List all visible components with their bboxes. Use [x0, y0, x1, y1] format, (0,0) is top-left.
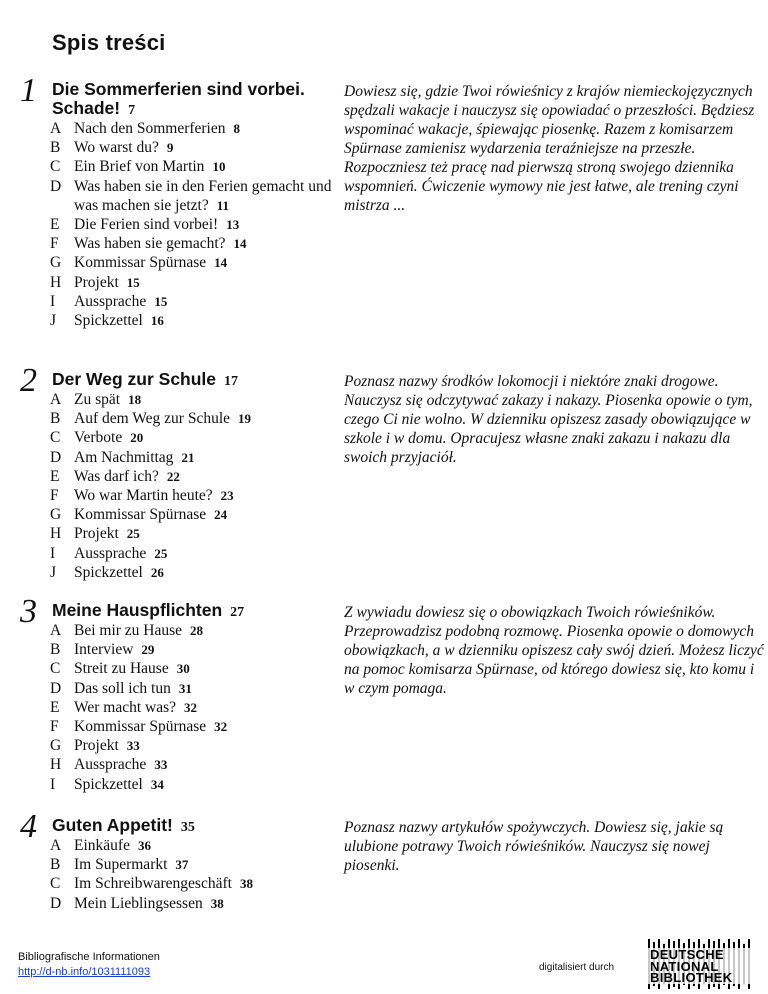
item-text: Auf dem Weg zur Schule — [74, 410, 231, 428]
item-page: 37 — [175, 857, 189, 873]
page-title: Spis treści — [52, 30, 166, 55]
item-text: Kommissar Spürnase — [74, 718, 207, 736]
item-page: 28 — [190, 623, 204, 638]
item-letter: D — [50, 894, 62, 912]
item-text: Einkäufe — [74, 837, 130, 854]
item-text: Spickzettel — [74, 563, 143, 581]
toc-item[interactable] — [50, 698, 350, 717]
item-letter: A — [50, 120, 62, 137]
item-text: Am Nachmittag — [74, 448, 174, 466]
item-page: 31 — [178, 680, 192, 696]
chapter-items — [50, 390, 350, 582]
chapter-1 — [20, 72, 760, 350]
item-page: 33 — [126, 738, 140, 754]
toc-item[interactable] — [50, 855, 350, 874]
item-text: Interview — [74, 641, 134, 659]
item-letter: F — [50, 487, 59, 505]
item-text: Aussprache — [74, 544, 147, 562]
item-text: Im Supermarkt — [74, 856, 168, 874]
dnb-logo-line: DEUTSCHE — [650, 947, 724, 962]
bibliographic-link[interactable]: http://d-nb.info/1031111093 — [18, 966, 151, 978]
item-letter: B — [50, 641, 61, 659]
toc-item[interactable] — [50, 157, 350, 176]
toc-item[interactable] — [50, 119, 350, 138]
toc-item[interactable] — [50, 467, 350, 486]
item-text: Spickzettel — [74, 312, 143, 330]
chapter-page: 17 — [224, 374, 239, 389]
item-page: 30 — [176, 661, 190, 677]
toc-item[interactable] — [50, 717, 350, 736]
item-page: 15 — [126, 274, 140, 290]
chapter-page: 7 — [128, 103, 136, 118]
item-letter: E — [50, 467, 60, 485]
item-text: Projekt — [74, 525, 119, 543]
bibliographic-label: Bibliografische Informationen — [18, 951, 160, 963]
toc-item[interactable] — [50, 894, 350, 913]
chapter-title — [52, 80, 352, 120]
item-text: Aussprache — [74, 756, 147, 774]
toc-item[interactable] — [50, 836, 350, 855]
item-letter: J — [50, 312, 57, 330]
chapter-items — [50, 621, 350, 794]
item-page: 23 — [220, 488, 234, 504]
digitized-by-label: digitalisiert durch — [539, 962, 615, 973]
chapter-3 — [20, 593, 764, 796]
item-letter: J — [50, 563, 57, 581]
item-text: Das soll ich tun — [74, 679, 171, 697]
item-page: 25 — [126, 526, 140, 542]
chapter-number: 3 — [20, 593, 37, 630]
item-page: 11 — [216, 197, 229, 213]
item-page: 13 — [226, 217, 240, 233]
chapter-title-text: Meine Hauspflichten — [52, 600, 223, 620]
chapter-description: Dowiesz się, gdzie Twoi rówieśnicy z krajów niemieckojęzycznych spędzali wakacje i nauczysz się opowiadać o przeszłości. Będziesz wspominać wakacje, śpiewając piosenkę. Razem z komisarzem Spürnase zamienisz wydarzenia teraźniejsze na przeszłe. Rozpoczniesz też pracę nad pierwszą stroną swojego dziennika wspomnień. Ćwiczenie wymowy nie jest łatwe, ale trening czyni mistrza ... — [344, 83, 755, 214]
chapter-items — [50, 119, 350, 330]
item-text: Wo warst du? — [74, 139, 159, 157]
item-text: Kommissar Spürnase — [74, 254, 207, 272]
item-page: 38 — [210, 895, 224, 911]
item-letter: H — [50, 525, 62, 543]
item-text: Projekt — [74, 273, 119, 291]
chapter-title-text: Guten Appetit! — [52, 815, 173, 835]
item-letter: C — [50, 429, 61, 447]
toc-item[interactable] — [50, 755, 350, 774]
toc-item[interactable] — [50, 253, 350, 272]
item-letter: E — [50, 216, 60, 234]
toc-item[interactable] — [50, 544, 350, 563]
item-page: 16 — [150, 313, 164, 329]
dnb-logo-line: NATIONAL — [650, 958, 719, 974]
item-letter: E — [50, 698, 60, 716]
toc-item[interactable] — [50, 775, 350, 794]
item-letter: D — [50, 679, 62, 697]
item-letter: C — [50, 158, 61, 176]
chapter-title-text: Der Weg zur Schule — [52, 369, 217, 389]
item-text: Im Schreibwarengeschäft — [74, 875, 232, 893]
toc-item[interactable] — [50, 505, 350, 524]
item-letter: C — [50, 875, 61, 893]
toc-item[interactable] — [50, 428, 350, 447]
item-text: Die Ferien sind vorbei! — [74, 216, 219, 234]
item-letter: A — [50, 837, 62, 854]
item-page: 26 — [150, 564, 164, 580]
item-letter: B — [50, 856, 61, 874]
chapter-4 — [20, 808, 760, 916]
item-text: Was haben sie gemacht? — [74, 235, 226, 253]
chapter-description: Poznasz nazwy środków lokomocji i niektóre znaki drogowe. Nauczysz się odczytywać zakazy i nakazy. Piosenka opowie o tym, czego Ci nie wolno. W dzienniku opiszesz zasady obowiązujące w szkole i w domu. Opracujesz własne znaki zakazu i nakazu dla swoich przyjaciół. — [344, 373, 753, 466]
chapter-description: Z wywiadu dowiesz się o obowiązkach Twoich rówieśników. Przeprowadzisz podobną rozmowę. Piosenka opowie o domowych obowiązkach, a w dzienniku opiszesz cały swój dzień. Możesz liczyć na pomoc komisarza Spürnase, od którego dowiesz się, kto komu i w czym pomaga. — [344, 604, 764, 697]
dnb-logo — [644, 939, 760, 989]
item-letter: I — [50, 292, 56, 310]
item-text: Wo war Martin heute? — [74, 487, 213, 505]
chapter-description: Poznasz nazwy artykułów spożywczych. Dowiesz się, jakie są ulubione potrawy Twoich rówieśników. Nauczysz się nowej piosenki. — [344, 819, 724, 874]
item-text: Mein Lieblingsessen — [74, 894, 203, 912]
item-text: Spickzettel — [74, 775, 143, 793]
toc-item[interactable] — [50, 138, 350, 157]
item-text: Verbote — [74, 429, 123, 447]
item-letter: D — [50, 177, 62, 195]
item-page: 32 — [214, 719, 228, 735]
chapter-number: 2 — [20, 362, 37, 399]
item-page: 29 — [141, 642, 155, 658]
item-letter: I — [50, 544, 56, 562]
item-text: Aussprache — [74, 292, 147, 310]
item-letter: H — [50, 756, 62, 774]
item-page: 14 — [233, 236, 247, 252]
item-page: 36 — [137, 838, 151, 853]
item-page: 38 — [239, 876, 253, 892]
item-page: 25 — [154, 545, 168, 561]
item-page: 34 — [150, 776, 164, 792]
item-text: Streit zu Hause — [74, 660, 169, 678]
toc-item[interactable] — [50, 390, 350, 409]
item-page: 21 — [181, 449, 195, 465]
item-letter: G — [50, 506, 62, 524]
dnb-logo-line: BIBLIOTHEK — [650, 970, 733, 985]
toc-item[interactable] — [50, 736, 350, 755]
toc-item[interactable] — [50, 273, 350, 292]
chapter-title-text: Die Sommerferien sind vorbei. Schade! — [52, 79, 305, 118]
item-page: 19 — [238, 411, 252, 427]
chapter-number: 4 — [20, 808, 37, 845]
toc-item[interactable] — [50, 311, 350, 330]
item-page: 15 — [154, 293, 168, 309]
item-text: Was haben sie in den Ferien gemacht und was machen sie jetzt? — [74, 177, 332, 214]
item-page: 14 — [214, 255, 228, 271]
toc-item[interactable] — [50, 621, 350, 640]
item-letter: A — [50, 391, 62, 408]
chapter-number: 1 — [20, 72, 37, 109]
toc-item[interactable] — [50, 177, 350, 215]
chapter-title — [52, 370, 352, 391]
item-page: 20 — [130, 430, 144, 446]
item-text: Kommissar Spürnase — [74, 506, 207, 524]
toc-item[interactable] — [50, 874, 350, 893]
toc-item[interactable] — [50, 486, 350, 505]
toc-item[interactable] — [50, 215, 350, 234]
item-page: 24 — [214, 507, 228, 523]
bibliographic-info — [18, 950, 160, 980]
chapter-page: 35 — [180, 820, 195, 835]
toc-item[interactable] — [50, 524, 350, 543]
toc-item[interactable] — [50, 563, 350, 582]
item-letter: F — [50, 235, 59, 253]
toc-item[interactable] — [50, 409, 350, 428]
chapter-items — [50, 836, 350, 913]
item-text: Was darf ich? — [74, 467, 159, 485]
item-letter: F — [50, 718, 59, 736]
item-letter: B — [50, 410, 61, 428]
item-page: 18 — [128, 392, 142, 407]
toc-item[interactable] — [50, 292, 350, 311]
item-letter: I — [50, 775, 56, 793]
item-page: 32 — [184, 699, 198, 715]
item-letter: A — [50, 622, 62, 639]
chapter-title — [52, 601, 352, 622]
item-text: Bei mir zu Hause — [74, 622, 183, 639]
dnb-logo-text — [650, 949, 732, 984]
chapter-page: 27 — [230, 605, 245, 620]
item-page: 10 — [212, 159, 226, 175]
item-letter: B — [50, 139, 61, 157]
item-text: Projekt — [74, 737, 119, 755]
item-letter: G — [50, 737, 62, 755]
item-letter: H — [50, 273, 62, 291]
toc-item[interactable] — [50, 679, 350, 698]
item-page: 22 — [166, 468, 180, 484]
chapter-title — [52, 816, 352, 837]
item-text: Ein Brief von Martin — [74, 158, 205, 176]
toc-item[interactable] — [50, 448, 350, 467]
toc-item[interactable] — [50, 659, 350, 678]
toc-item[interactable] — [50, 640, 350, 659]
item-text: Nach den Sommerferien — [74, 120, 226, 137]
item-page: 33 — [154, 757, 168, 773]
toc-item[interactable] — [50, 234, 350, 253]
item-text: Zu spät — [74, 391, 121, 408]
item-letter: C — [50, 660, 61, 678]
item-page: 8 — [233, 121, 240, 136]
item-page: 9 — [166, 140, 174, 156]
chapter-2 — [20, 362, 760, 590]
item-letter: D — [50, 448, 62, 466]
item-text: Wer macht was? — [74, 698, 177, 716]
item-letter: G — [50, 254, 62, 272]
